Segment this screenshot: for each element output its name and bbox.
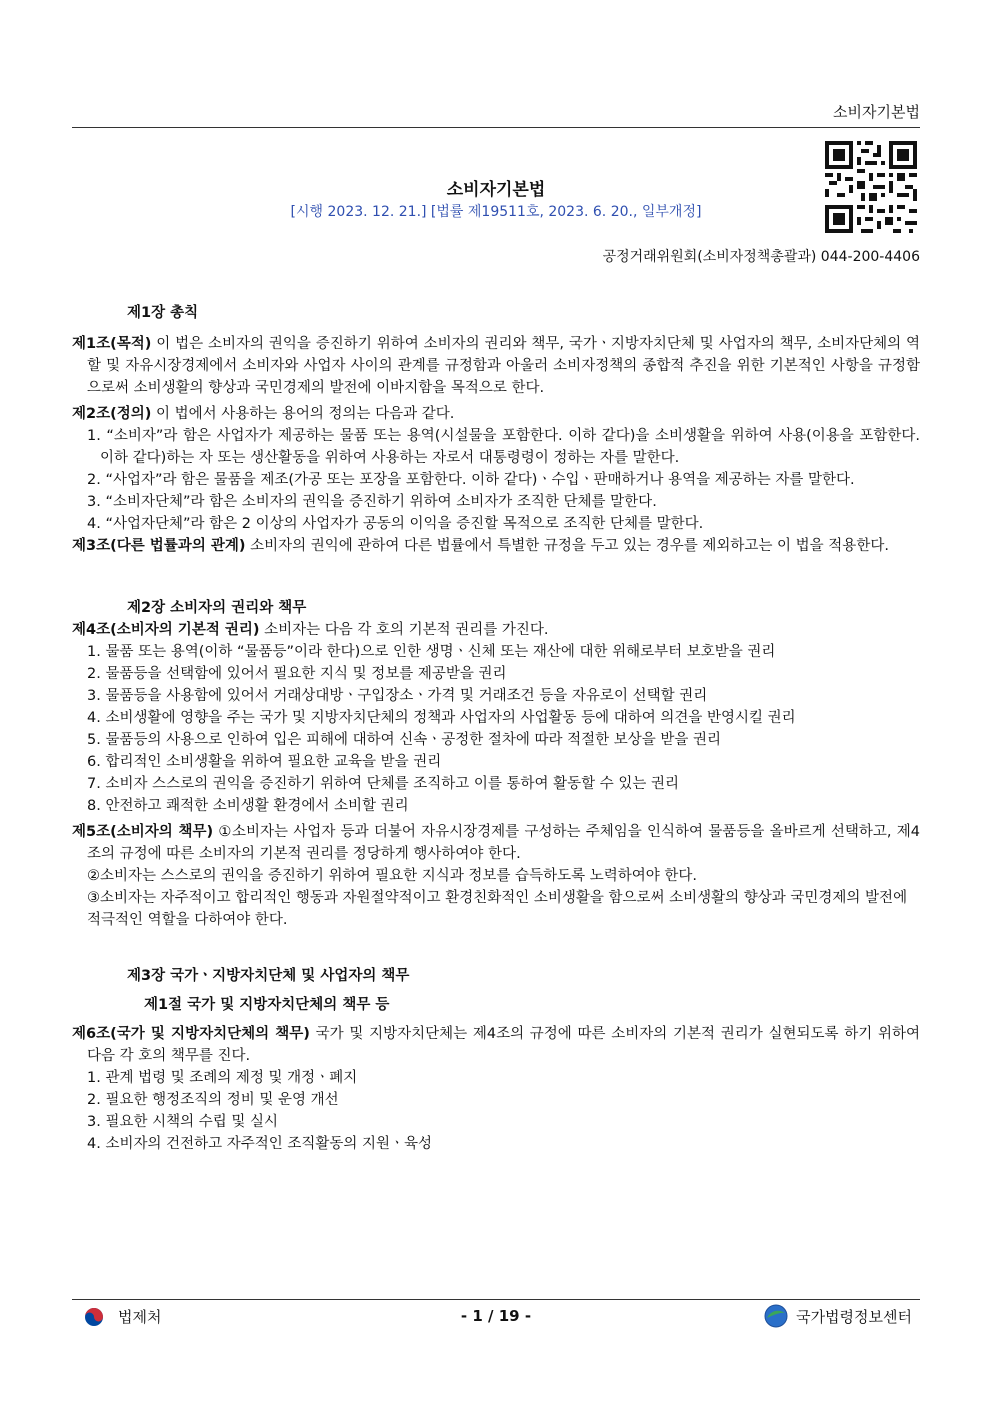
article-heading: 제6조(국가 및 지방자치단체의 책무) <box>72 1026 310 1042</box>
list-item: 3. 필요한 시책의 수립 및 실시 <box>87 1114 278 1130</box>
source-name: 국가법령정보센터 <box>796 1307 912 1326</box>
header-divider <box>72 127 920 128</box>
section-heading: 제1절 국가 및 지방자치단체의 책무 등 <box>144 997 390 1013</box>
enforcement-info: [시행 2023. 12. 21.] [법률 제19511호, 2023. 6. 20., 일부개정] <box>290 204 702 220</box>
list-item: 1. 물품 또는 용역(이하 “물품등”이라 한다)으로 인한 생명ㆍ신체 또는 재산에 대한 위해로부터 보호받을 권리 <box>87 644 776 660</box>
article-heading: 제3조(다른 법률과의 관계) <box>72 538 246 554</box>
article-text: 이 법은 소비자의 권익을 증진하기 위하여 소비자의 권리와 책무, 국가ㆍ지방자치단체 및 사업자의 책무, 소비자단체의 역할 및 자유시장경제에서 소비자와 사업자 사이의 관계를 규정함과 아울러 소비자정책의 종합적 추진을 위한 기본적인 사항을 규정함으로써 소비생활의 향상과 국민경제의 발전에 이바지함을 목적으로 한다. <box>87 336 920 396</box>
running-header: 소비자기본법 <box>833 103 920 121</box>
article-heading: 제2조(정의) <box>72 406 152 422</box>
list-item: 6. 합리적인 소비생활을 위하여 필요한 교육을 받을 권리 <box>87 754 442 770</box>
chapter-heading: 제1장 총칙 <box>127 305 199 321</box>
footer-source <box>764 1304 912 1328</box>
article-1 <box>72 333 920 399</box>
article-6 <box>72 1023 920 1067</box>
list-item: 2. 물품등을 선택함에 있어서 필요한 지식 및 정보를 제공받을 권리 <box>87 666 507 682</box>
chapter-heading: 제3장 국가ㆍ지방자치단체 및 사업자의 책무 <box>127 968 410 984</box>
article-5 <box>72 821 920 865</box>
list-item: 1. 관계 법령 및 조례의 제정 및 개정ㆍ폐지 <box>87 1070 358 1086</box>
article-heading: 제4조(소비자의 기본적 권리) <box>72 622 260 638</box>
page-number: - 1 / 19 - <box>460 1307 532 1325</box>
list-item: 1. “소비자”라 함은 사업자가 제공하는 물품 또는 용역(시설물을 포함한다. 이하 같다)을 소비생활을 위하여 사용(이용을 포함한다. 이하 같다)하는 자 또는 생산활동을 위하여 사용하는 자로서 대통령령이 정하는 자를 말한다. <box>87 428 920 466</box>
document-title: 소비자기본법 <box>446 180 546 200</box>
footer-divider <box>72 1299 920 1300</box>
article-2 <box>72 403 920 425</box>
list-item: 5. 물품등의 사용으로 인하여 입은 피해에 대하여 신속ㆍ공정한 절차에 따라 적절한 보상을 받을 권리 <box>87 732 722 748</box>
law-center-logo-icon <box>764 1304 788 1328</box>
list-item: 3. “소비자단체”라 함은 소비자의 권익을 증진하기 위하여 소비자가 조직한 단체를 말한다. <box>87 494 657 510</box>
list-item: 4. 소비생활에 영향을 주는 국가 및 지방자치단체의 정책과 사업자의 사업활동 등에 대하여 의견을 반영시킬 권리 <box>87 710 796 726</box>
law-body <box>72 302 920 1155</box>
article-3 <box>72 535 920 557</box>
list-item: 2. 필요한 행정조직의 정비 및 운영 개선 <box>87 1092 339 1108</box>
ministry-contact: 공정거래위원회(소비자정책총괄과) 044-200-4406 <box>602 249 920 265</box>
article-heading: 제1조(목적) <box>72 336 152 352</box>
article-4 <box>72 619 920 641</box>
article-heading: 제5조(소비자의 책무) <box>72 824 214 840</box>
article-text: 소비자는 다음 각 호의 기본적 권리를 가진다. <box>259 622 549 638</box>
list-item: 7. 소비자 스스로의 권익을 증진하기 위하여 단체를 조직하고 이를 통하여 활동할 수 있는 권리 <box>87 776 680 792</box>
chapter-heading: 제2장 소비자의 권리와 책무 <box>127 600 307 616</box>
article-paragraph: ②소비자는 스스로의 권익을 증진하기 위하여 필요한 지식과 정보를 습득하도록 노력하여야 한다. <box>87 868 697 884</box>
list-item: 4. 소비자의 건전하고 자주적인 조직활동의 지원ㆍ육성 <box>87 1136 433 1152</box>
article-paragraph: ③소비자는 자주적이고 합리적인 행동과 자원절약적이고 환경친화적인 소비생활을 함으로써 소비생활의 향상과 국민경제의 발전에 적극적인 역할을 다하여야 한다. <box>87 890 908 928</box>
list-item: 2. “사업자”라 함은 물품을 제조(가공 또는 포장을 포함한다. 이하 같다)ㆍ수입ㆍ판매하거나 용역을 제공하는 자를 말한다. <box>87 472 855 488</box>
article-text: 국가 및 지방자치단체는 제4조의 규정에 따른 소비자의 기본적 권리가 실현되도록 하기 위하여 다음 각 호의 책무를 진다. <box>87 1026 920 1064</box>
list-item: 3. 물품등을 사용함에 있어서 거래상대방ㆍ구입장소ㆍ가격 및 거래조건 등을 자유로이 선택할 권리 <box>87 688 708 704</box>
article-text: 이 법에서 사용하는 용어의 정의는 다음과 같다. <box>151 406 455 422</box>
list-item: 4. “사업자단체”라 함은 2 이상의 사업자가 공동의 이익을 증진할 목적으로 조직한 단체를 말한다. <box>87 516 704 532</box>
article-text: ①소비자는 사업자 등과 더불어 자유시장경제를 구성하는 주체임을 인식하여 물품등을 올바르게 선택하고, 제4조의 규정에 따른 소비자의 기본적 권리를 정당하게 행사하여야 한다. <box>87 824 921 862</box>
publisher-name: 법제처 <box>118 1308 162 1326</box>
article-text: 소비자의 권익에 관하여 다른 법률에서 특별한 규정을 두고 있는 경우를 제외하고는 이 법을 적용한다. <box>245 538 889 554</box>
list-item: 8. 안전하고 쾌적한 소비생활 환경에서 소비할 권리 <box>87 798 409 814</box>
